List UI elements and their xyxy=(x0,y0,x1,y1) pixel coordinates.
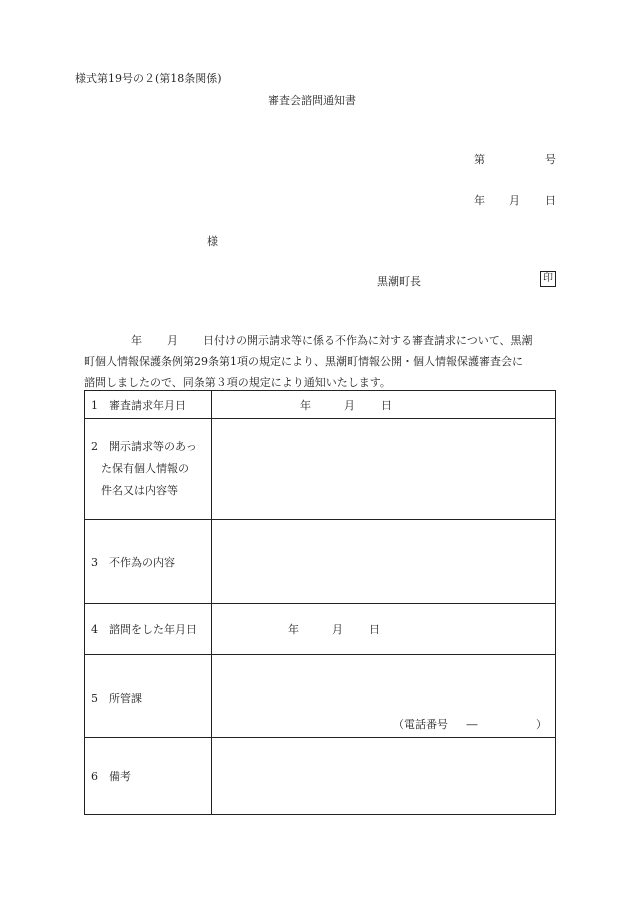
row1-value: 年 月 日 xyxy=(212,391,556,419)
date-year: 年 xyxy=(474,194,485,207)
number-prefix: 第 xyxy=(474,153,485,166)
document-title: 審査会諮問通知書 xyxy=(268,94,356,107)
body-line-2: 町個人情報保護条例第29条第1項の規定により、黒潮町情報公開・個人情報保護審査会に xyxy=(84,355,523,368)
date-day: 日 xyxy=(545,194,556,207)
form-id: 様式第19号の２(第18条関係) xyxy=(75,72,222,85)
addressee-suffix: 様 xyxy=(207,235,218,248)
body-paragraph xyxy=(84,330,556,393)
table-row xyxy=(85,738,556,815)
date-month: 月 xyxy=(509,194,520,207)
table-row xyxy=(85,655,556,738)
table-row xyxy=(85,604,556,655)
row4-value: 年 月 日 xyxy=(212,604,556,655)
notice-table xyxy=(84,390,556,815)
row5-label: 5 所管課 xyxy=(85,655,212,738)
phone-number-field: （電話番号 ― ） xyxy=(393,718,547,731)
row2-value xyxy=(212,419,556,520)
body-line-1: 年 月 日付けの開示請求等に係る不作為に対する審査請求について、黒潮 xyxy=(131,334,533,347)
sender-name: 黒潮町長 xyxy=(377,275,421,288)
table-row xyxy=(85,391,556,419)
table-row xyxy=(85,520,556,604)
row5-value xyxy=(212,655,556,738)
number-suffix: 号 xyxy=(545,153,556,166)
row4-label: 4 諮問をした年月日 xyxy=(85,604,212,655)
row3-value xyxy=(212,520,556,604)
row2-label: 2 開示請求等のあっ た保有個人情報の 件名又は内容等 xyxy=(85,419,212,520)
table-row xyxy=(85,419,556,520)
seal-mark: 印 xyxy=(540,271,556,287)
row1-label: 1 審査請求年月日 xyxy=(85,391,212,419)
row6-value xyxy=(212,738,556,815)
body-line-3: 諮問しましたので、同条第３項の規定により通知いたします。 xyxy=(84,376,391,389)
row3-label: 3 不作為の内容 xyxy=(85,520,212,604)
row6-label: 6 備考 xyxy=(85,738,212,815)
